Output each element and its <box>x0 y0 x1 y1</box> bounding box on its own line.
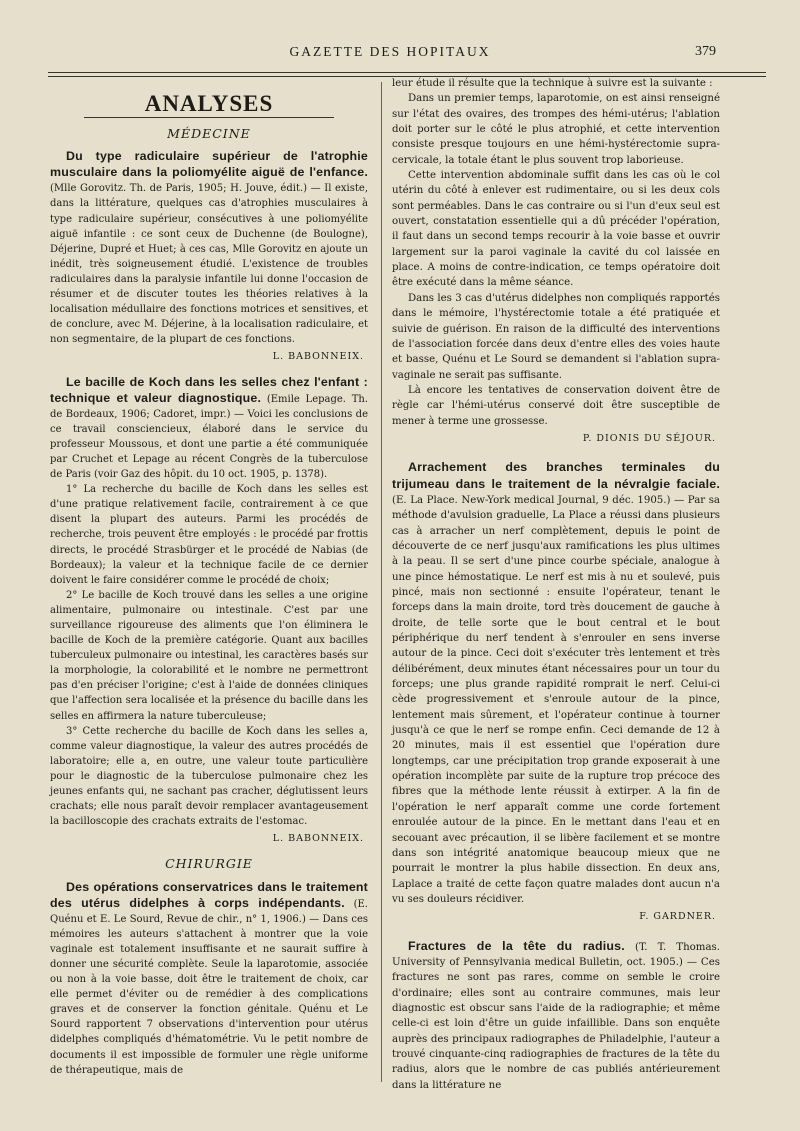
article-body: (E. La Place. New-York medical Journal, 9 déc. 1905.) — Par sa méthode d'avulsion graduelle, La Place a réussi dans plusieurs cas à arracher un nerf complètement, depuis le point de découverte de ce nerf jusqu'aux ramifications les plus ultimes à la peau. Il se sert d'une pince courbe spéciale, analogue à une pince hémostatique. Le nerf est mis à nu et soulevé, puis pincé, mais non sectionné : ensuite l'opérateur, tenant le forceps dans la main droite, tord très doucement de gauche à droite, de telle sorte que le bout central et le bout périphérique du nerf tendent à s'enrouler en sens inverse autour de la pince. Ceci doit s'exécuter très lentement et très délibérément, deux minutes étant nécessaires pour un tour du forceps; une plus grande rapidité romprait le nerf. Celui-ci cède progressivement et s'enroule autour de la pince, lentement mais sûrement, et l'opérateur continue à tourner jusqu'à ce que le nerf se rompe enfin. Ceci demande de 12 à 20 minutes, mais il est essentiel que l'opération dure longtemps, car une précipitation trop grande exposerait à une opération incomplète par suite de la rupture trop précoce des fibres que la méthode lente réussit à extirper. A la fin de l'opération le nerf apparaît comme une corde fortement enroulée autour de la pince. En le mettant dans l'eau et en secouant avec précaution, il se libère facilement et se montre dans son intégrité anatomique beaucoup mieux que ne pourrait le montrer la plus habile dissection. En deux ans, Laplace a traité de cette façon quatre malades dont aucun n'a vu ses douleurs récidiver. <box>392 494 720 905</box>
left-column <box>50 86 368 1088</box>
article-signature: L. BABONNEIX. <box>272 351 364 363</box>
article-paragraph: Dans un premier temps, laparotomie, on est ainsi renseigné sur l'état des ovaires, des trompes des hémi-utérus; l'ablation doit porter sur le côté le plus atrophié, et cette intervention consiste presque toujours en une hémi-hystérectomie supra-cervicale, la totale étant le plus souvent trop laborieuse. <box>392 93 720 166</box>
category-medecine: MÉDECINE <box>167 126 251 142</box>
article-paragraph: 1° La recherche du bacille de Koch dans les selles est d'une pratique relativement facile, contrairement à ce que disent la plupart des auteurs. Parmi les procédés de recherche, trois peuvent être employés : le procédé par frottis directs, le procédé Strasbürger et le procédé de Nabias (de Bordeaux); la valeur et la technique facile de ce dernier doivent le faire considérer comme le procédé de choix; <box>50 484 368 586</box>
article-signature: F. GARDNER. <box>639 911 716 923</box>
article-atrophie <box>50 149 368 364</box>
article-paragraph: Là encore les tentatives de conservation doivent être de règle car l'hémi-utérus conservé doit être susceptible de mener à terme une grossesse. <box>392 384 720 427</box>
article-bacille-koch <box>50 375 368 847</box>
article-signature: L. BABONNEIX. <box>272 833 364 845</box>
article-body: (T. T. Thomas. University of Pennsylvania medical Bulletin, oct. 1905.) — Ces fractures ne sont pas rares, comme on semble le croire d'ordinaire; elles sont au contraire communes, mais leur diagnostic est obscur sans l'aide de la radiographie; et même celle-ci est loin d'être un guide infaillible. Dans son enquête auprès des principaux radiographes de Philadelphie, l'auteur a trouvé cinquante-cinq radiographies de fractures de la tête du radius, alors que le nombre de cas publiés antérieurement dans la littérature ne <box>392 941 720 1091</box>
article-paragraph: Dans les 3 cas d'utérus didelphes non compliqués rapportés dans le mémoire, l'hystérectomie totale a été pratiquée et suivie de guérison. En raison de la difficulté des interventions de l'association forcée dans deux d'entre elles des voies haute et basse, Quénu et Le Sourd se demandent si l'ablation supra-vaginale ne serait pas suffisante. <box>392 292 720 381</box>
article-fractures-radius <box>392 939 720 1093</box>
category-chirurgie: CHIRURGIE <box>165 856 253 872</box>
article-uterus-didelphes-continued <box>392 76 720 446</box>
article-title: Fractures de la tête du radius. <box>408 938 625 953</box>
running-title: GAZETTE DES HOPITAUX <box>289 44 491 59</box>
article-trijumeau <box>392 460 720 924</box>
right-column <box>392 76 720 1103</box>
article-title: Du type radiculaire supérieur de l'atrophie musculaire dans la poliomyélite aiguë de l'enfance. <box>50 149 368 180</box>
article-paragraph: 3° Cette recherche du bacille de Koch dans les selles a, comme valeur diagnostique, la valeur des autres procédés de laboratoire; elle a, en outre, une valeur toute particulière pour le diagnostic de la tuberculose pulmonaire chez les jeunes enfants qui, ne sachant pas cracher, déglutissent leurs crachats; elle nous paraît devoir remplacer avantageusement la bacilloscopie des crachats extraits de l'estomac. <box>50 725 368 828</box>
section-rule <box>84 117 334 118</box>
article-body: (Mlle Gorovitz. Th. de Paris, 1905; H. Jouve, édit.) — Il existe, dans la littérature, quelques cas d'atrophies musculaires à type radiculaire supérieur, consécutives à une poliomyélite aiguë infantile : ce sont ceux de Duchenne (de Boulogne), Déjerine, Dupré et Huet; à ces cas, Mlle Gorovitz en ajoute un inédit, très soigneusement étudié. L'existence de troubles radiculaires dans la paralysie infantile lui donne l'occasion de résumer et de discuter toutes les théories relatives à la localisation médullaire des fonctions motrices et sensitives, et de conclure, avec M. Déjerine, à la localisation radiculaire, et non segmentaire, de la plupart de ces fonctions. <box>50 183 368 346</box>
header-rule <box>48 72 766 73</box>
article-paragraph: 2° Le bacille de Koch trouvé dans les selles a une origine alimentaire, pulmonaire ou intestinale. C'est par une surveillance rigoureuse des aliments que l'on éliminera le bacille de Koch de la première catégorie. Quant aux bacilles tuberculeux pulmonaire ou intestinal, les caractères basés sur la morphologie, la colorabilité et le nombre ne permettront pas d'en préciser l'origine; c'est à l'aide de données cliniques que l'affection sera localisée et la présence du bacille dans les selles en affirmera la nature tuberculeuse; <box>50 589 368 722</box>
article-intro: (Emile Lepage. Th. de Bordeaux, 1906; Cadoret, impr.) — Voici les conclusions de ce travail consciencieux, élaboré dans le service du professeur Moussous, et dont une partie a été communiquée par Cruchet et Lepage au récent Congrès de la tuberculose de Paris (voir Gaz des hôpit. du 10 oct. 1905, p. 1378). <box>50 393 368 481</box>
section-title: ANALYSES <box>144 91 274 116</box>
column-divider <box>381 82 382 1082</box>
article-uterus-didelphes <box>50 880 368 1078</box>
article-title: Le bacille de Koch dans les selles chez l'enfant : technique et valeur diagnostique. <box>50 374 368 405</box>
article-paragraph: Cette intervention abdominale suffit dans les cas où le col utérin du côté à enlever est rudimentaire, ou si les deux cols sont perméables. Dans le cas contraire ou si l'un d'eux seul est ouvert, constatation essentielle qui a dû précéder l'opération, il faut dans un second temps recourir à la voie basse et ouvrir largement sur la paroi vaginale la cavité du col laissée en place. A moins de contre-indication, ce temps opératoire doit être exécuté dans la même séance. <box>392 170 720 289</box>
article-title: Des opérations conservatrices dans le traitement des utérus didelphes à corps indépendants. <box>50 879 368 910</box>
article-paragraph: leur étude il résulte que la technique à suivre est la suivante : <box>392 78 713 89</box>
article-signature: P. DIONIS DU SÉJOUR. <box>582 432 716 444</box>
page-number: 379 <box>695 44 716 59</box>
article-title: Arrachement des branches terminales du trijumeau dans le traitement de la névralgie faciale. <box>392 460 720 491</box>
article-body: (E. Quénu et E. Le Sourd, Revue de chir., n° 1, 1906.) — Dans ces mémoires les auteurs s'attachent à montrer que la voie vaginale est totalement insuffisante et ne saurait suffire à donner une sécurité complète. Seule la laparotomie, associée ou non à la voie basse, doit être le traitement de choix, car elle permet d'éviter ou de remédier à des complications graves et de conserver la fonction génitale. Quénu et Le Sourd rapportent 7 observations d'intervention pour utérus didelphes compliqués d'hématométrie. Vu le petit nombre de documents il est impossible de formuler une règle uniforme de thérapeutique, mais de <box>50 898 368 1076</box>
